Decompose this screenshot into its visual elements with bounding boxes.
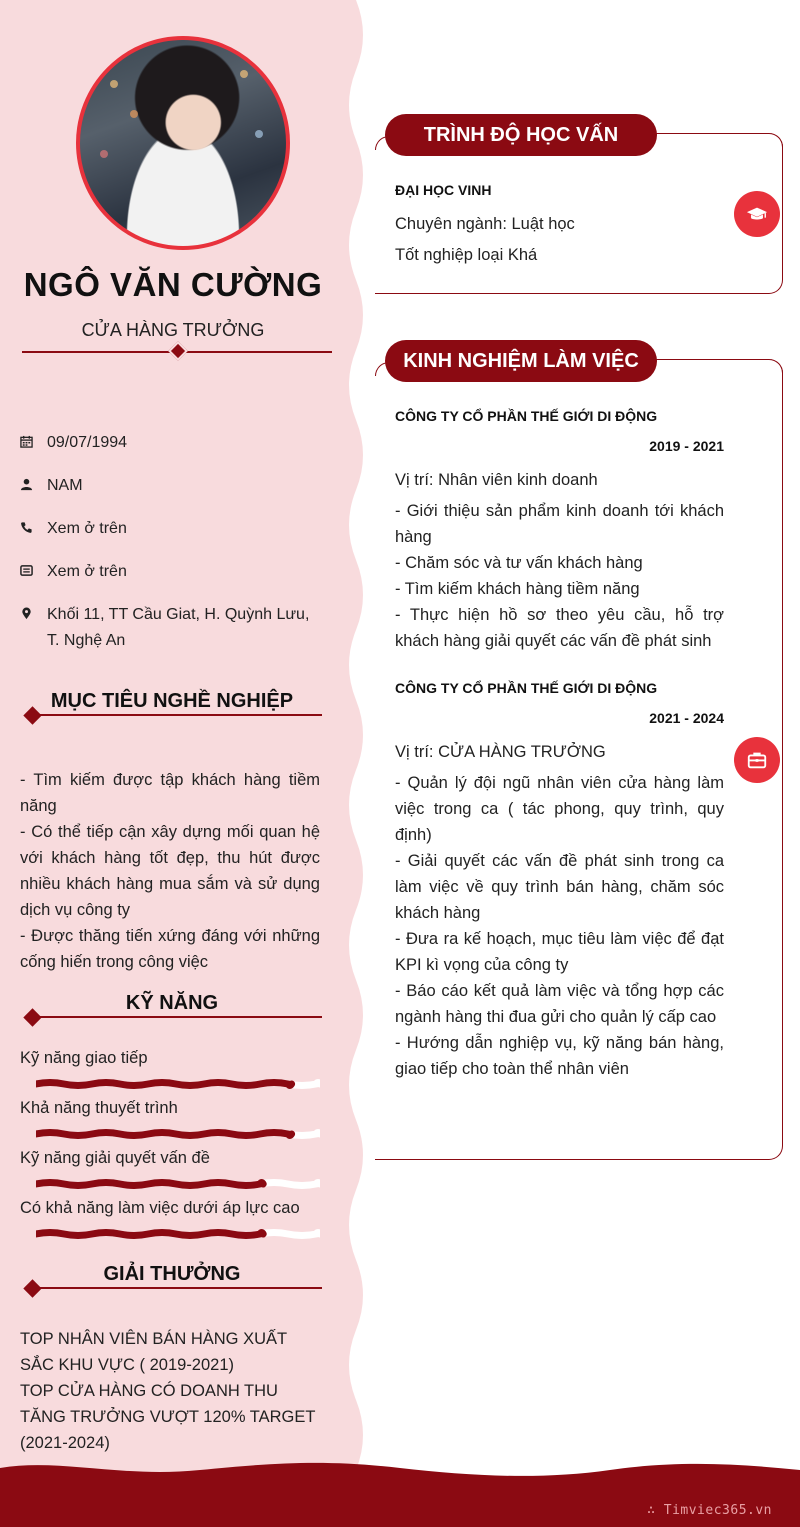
email-icon — [20, 559, 47, 585]
skill-label: Kỹ năng giải quyết vấn đề — [20, 1149, 210, 1167]
contact-phone — [20, 516, 320, 542]
brand-watermark: ∴ Timviec365.vn — [647, 1503, 772, 1518]
school-name: ĐẠI HỌC VINH — [395, 182, 492, 198]
awards-text: TOP NHÂN VIÊN BÁN HÀNG XUẤT SẮC KHU VỰC ( 2019-2021) TOP CỬA HÀNG CÓ DOANH THU TĂNG TRƯỞNG VƯỢT 120% TARGET (2021-2024) — [20, 1330, 316, 1452]
address-text: Khối 11, TT Cầu Giat, H. Quỳnh Lưu, T. Nghệ An — [47, 606, 310, 649]
skill-bar-fill — [36, 1233, 263, 1236]
skills-heading — [22, 988, 322, 1018]
contact-address — [20, 602, 320, 654]
skill-bar — [36, 1079, 320, 1089]
education-major: Chuyên ngành: Luật học — [395, 215, 575, 233]
phone-text: Xem ở trên — [47, 520, 127, 537]
skills-title: KỸ NĂNG — [125, 992, 219, 1014]
birthdate-text: 09/07/1994 — [47, 434, 128, 451]
skill-bar — [36, 1229, 320, 1239]
calendar-icon — [20, 430, 47, 456]
brand-text: Timviec365.vn — [663, 1503, 772, 1518]
briefcase-icon — [734, 737, 780, 783]
avatar — [76, 36, 290, 250]
objective-text: - Tìm kiếm được tập khách hàng tiềm năng - Có thể tiếp cận xây dựng mối quan hệ với khách hàng tốt đẹp, thu hút được nhiều khách hàng mua sắm và sử dụng dịch vụ công ty - Được thăng tiến xứng đáng với những cống hiến trong công việc — [20, 771, 320, 971]
job-company: CÔNG TY CỔ PHẦN THẾ GIỚI DI ĐỘNG — [395, 680, 658, 696]
job-period: 2021 - 2024 — [649, 710, 724, 726]
skill-bar-fill — [36, 1133, 292, 1136]
awards-title: GIẢI THƯỞNG — [103, 1263, 241, 1285]
skill-bar — [36, 1179, 320, 1189]
job-description: - Giới thiệu sản phẩm kinh doanh tới khách hàng - Chăm sóc và tư vấn khách hàng - Tìm kiếm khách hàng tiềm năng - Thực hiện hồ sơ theo yêu cầu, hỗ trợ khách hàng giải quyết các vấn đề phát sinh — [395, 502, 724, 650]
candidate-name: NGÔ VĂN CƯỜNG — [23, 266, 323, 303]
skill-label: Có khả năng làm việc dưới áp lực cao — [20, 1199, 300, 1217]
candidate-role: CỬA HÀNG TRƯỞNG — [81, 320, 265, 340]
job-description: - Quản lý đội ngũ nhân viên cửa hàng làm việc trong ca ( tác phong, quy trình, quy định) - Giải quyết các vấn đề phát sinh trong ca làm việc về quy trình bán hàng, chăm sóc khách hàng - Đưa ra kế hoạch, mục tiêu làm việc để đạt KPI kì vọng của công ty - Báo cáo kết quả làm việc và tổng hợp các ngành hàng thi đua gửi cho quản lý cấp cao - Hướng dẫn nghiệp vụ, kỹ năng bán hàng, giao tiếp cho toàn thể nhân viên — [395, 774, 724, 1078]
contact-email — [20, 559, 320, 585]
graduation-cap-icon — [734, 191, 780, 237]
job-period: 2019 - 2021 — [649, 438, 724, 454]
skill-bar-fill — [36, 1083, 292, 1086]
awards-heading — [22, 1259, 322, 1289]
user-icon — [20, 473, 47, 499]
skill-label: Khả năng thuyết trình — [20, 1099, 178, 1117]
objective-title: MỤC TIÊU NGHỀ NGHIỆP — [50, 690, 294, 712]
experience-title: KINH NGHIỆM LÀM VIỆC — [385, 340, 657, 382]
job-position: Vị trí: Nhân viên kinh doanh — [395, 471, 598, 489]
contact-list — [20, 430, 320, 671]
location-icon — [20, 602, 47, 628]
job-company: CÔNG TY CỔ PHẦN THẾ GIỚI DI ĐỘNG — [395, 408, 658, 424]
objective-heading — [22, 686, 322, 716]
contact-gender — [20, 473, 320, 499]
email-text: Xem ở trên — [47, 563, 127, 580]
education-grade: Tốt nghiệp loại Khá — [395, 246, 538, 264]
skill-bar-fill — [36, 1183, 263, 1186]
skill-bar — [36, 1129, 320, 1139]
phone-icon — [20, 516, 47, 542]
education-title: TRÌNH ĐỘ HỌC VẤN — [385, 114, 657, 156]
job-position: Vị trí: CỬA HÀNG TRƯỞNG — [395, 743, 606, 761]
gender-text: NAM — [47, 477, 83, 494]
skill-label: Kỹ năng giao tiếp — [20, 1049, 148, 1067]
contact-birthdate — [20, 430, 320, 456]
